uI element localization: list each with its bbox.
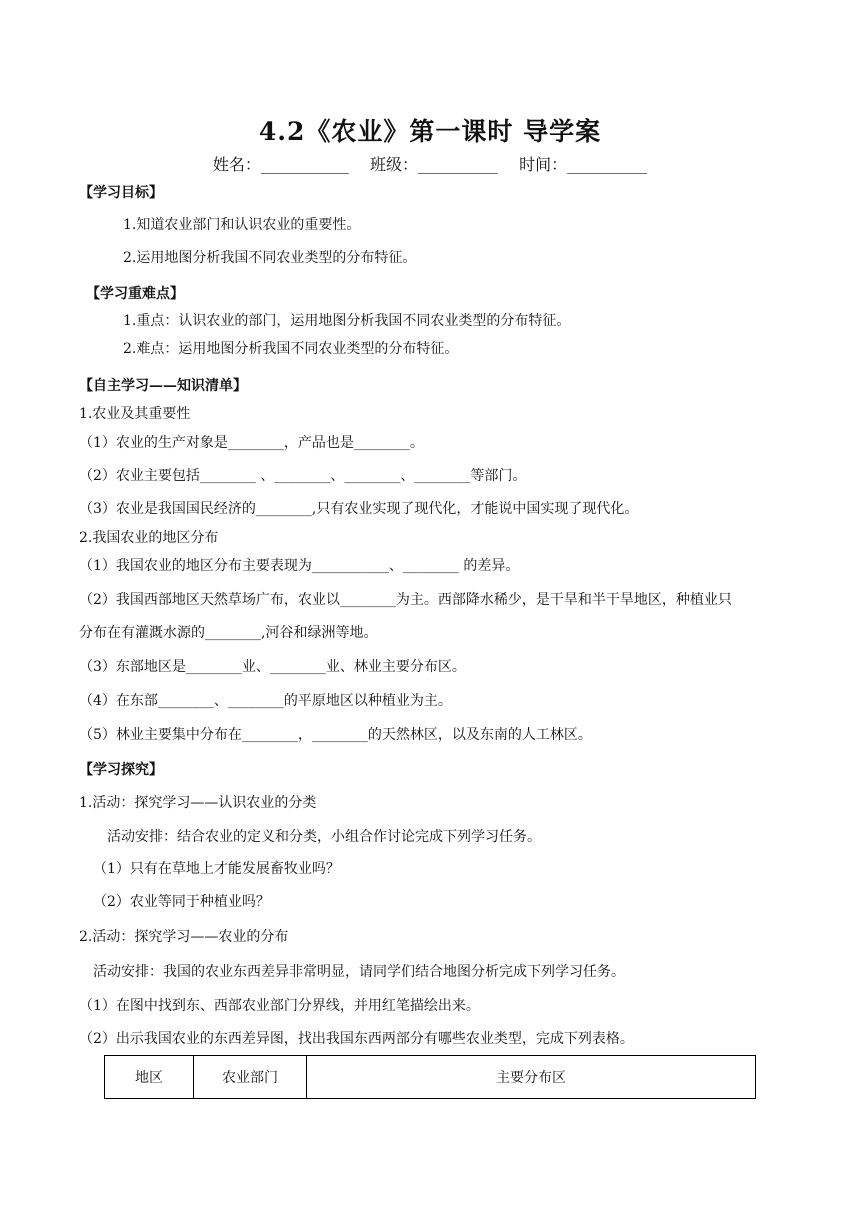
explore-line: （2）出示我国农业的东西差异图，找出我国东西两部分有哪些农业类型，完成下列表格。: [79, 1031, 634, 1047]
self-study-line: （1）农业的生产对象是________，产品也是________。: [79, 435, 424, 451]
self-study-line: 2.我国农业的地区分布: [79, 530, 219, 546]
explore-line: 1.活动：探究学习——认识农业的分类: [79, 795, 317, 811]
goal-item: 1.知道农业部门和认识农业的重要性。: [123, 217, 361, 233]
key-point-item: 1.重点：认识农业的部门，运用地图分析我国不同农业类型的分布特征。: [123, 313, 571, 329]
table-header-row: [105, 1056, 756, 1099]
key-point-item: 2.难点：运用地图分析我国不同农业类型的分布特征。: [123, 341, 459, 357]
key-points-heading: 【学习重难点】: [86, 286, 184, 302]
self-study-line: （2）我国西部地区天然草场广布，农业以________为主。西部降水稀少，是干旱和半干旱地区，种植业只: [79, 592, 732, 608]
self-study-line: （3）农业是我国国民经济的________,只有农业实现了现代化，才能说中国实现了现代化。: [79, 501, 639, 517]
self-study-line: （2）农业主要包括________ 、________、________、________等部门。: [79, 468, 527, 484]
explore-line: （2）农业等同于种植业吗？: [93, 894, 270, 910]
goals-heading: 【学习目标】: [79, 185, 163, 201]
explore-line: 活动安排：我国的农业东西差异非常明显，请同学们结合地图分析完成下列学习任务。: [93, 964, 625, 980]
document-title: 4.2《农业》第一课时 导学案: [258, 117, 602, 146]
table-header-cell: 地区: [105, 1056, 194, 1099]
time-field: 时间：__________: [519, 155, 648, 174]
distribution-table: [104, 1055, 756, 1099]
explore-line: （1）只有在草地上才能发展畜牧业吗？: [93, 861, 340, 877]
class-field: 班级：__________: [369, 155, 498, 174]
explore-line: （1）在图中找到东、西部农业部门分界线，并用红笔描绘出来。: [79, 998, 480, 1014]
name-field: 姓名：___________: [212, 155, 349, 174]
explore-line: 2.活动：探究学习——农业的分布: [79, 929, 289, 945]
self-study-line: 分布在有灌溉水源的________,河谷和绿洲等地。: [79, 625, 378, 641]
self-study-heading: 【自主学习——知识清单】: [79, 378, 247, 394]
self-study-line: （4）在东部________、________的平原地区以种植业为主。: [79, 693, 452, 709]
self-study-line: （5）林业主要集中分布在________，________的天然林区，以及东南的人工林区。: [79, 727, 592, 743]
self-study-line: （3）东部地区是________业、________业、林业主要分布区。: [79, 659, 466, 675]
explore-heading: 【学习探究】: [79, 762, 163, 778]
table-header-cell: 主要分布区: [307, 1056, 756, 1099]
self-study-line: 1.农业及其重要性: [79, 406, 191, 422]
goal-item: 2.运用地图分析我国不同农业类型的分布特征。: [123, 250, 417, 266]
table-header-cell: 农业部门: [194, 1056, 307, 1099]
self-study-line: （1）我国农业的地区分布主要表现为___________、________ 的差异。: [79, 558, 520, 574]
explore-line: 活动安排：结合农业的定义和分类，小组合作讨论完成下列学习任务。: [107, 829, 541, 845]
student-info-line: [0, 152, 860, 175]
